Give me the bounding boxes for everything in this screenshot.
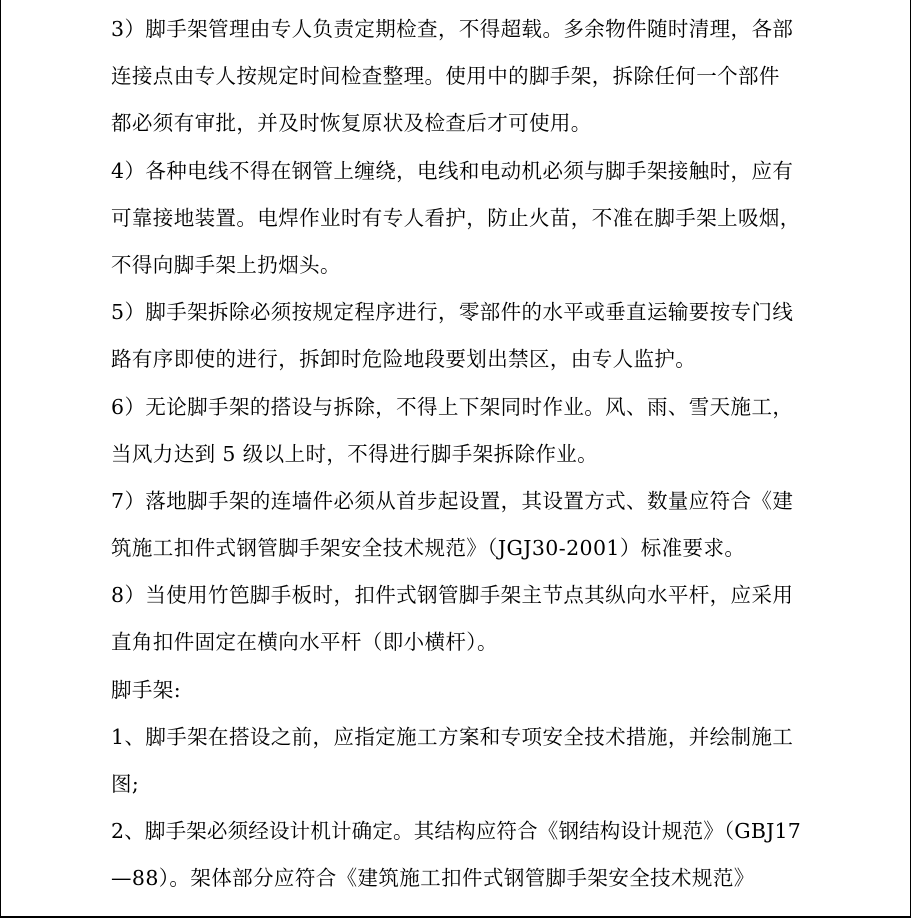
text-line: 1、脚手架在搭设之前，应指定施工方案和专项安全技术措施，并绘制施工	[111, 724, 794, 749]
text-line: 2、脚手架必须经设计机计确定。其结构应符合《钢结构设计规范》（GBJ17	[111, 819, 801, 844]
text-line: 连接点由专人按规定时间检查整理。使用中的脚手架，拆除任何一个部件	[111, 64, 780, 89]
section-heading: 脚手架:	[111, 677, 182, 702]
text-line: 都必须有审批，并及时恢复原状及检查后才可使用。	[111, 111, 592, 136]
text-line: 不得向脚手架上扔烟头。	[111, 252, 341, 277]
text-line: 筑施工扣件式钢管脚手架安全技术规范》（JGJ30-2001）标准要求。	[111, 536, 746, 561]
document-body	[111, 6, 801, 903]
text-line: 图;	[111, 772, 140, 796]
text-line: —88）。架体部分应符合《建筑施工扣件式钢管脚手架安全技术规范》	[111, 866, 755, 891]
text-line: 7）落地脚手架的连墙件必须从首步起设置，其设置方式、数量应符合《建	[111, 488, 794, 513]
text-line: 3）脚手架管理由专人负责定期检查，不得超载。多余物件随时清理，各部	[111, 17, 794, 41]
text-line: 直角扣件固定在横向水平杆（即小横杆）。	[111, 630, 498, 655]
text-line: 可靠接地装置。电焊作业时有专人看护，防止火苗，不准在脚手架上吸烟，	[111, 205, 801, 230]
text-line: 5）脚手架拆除必须按规定程序进行，零部件的水平或垂直运输要按专门线	[111, 300, 794, 325]
text-line: 4）各种电线不得在钢管上缠绕，电线和电动机必须与脚手架接触时，应有	[111, 158, 794, 183]
text-line: 当风力达到 5 级以上时，不得进行脚手架拆除作业。	[111, 441, 599, 466]
text-line: 8）当使用竹笆脚手板时，扣件式钢管脚手架主节点其纵向水平杆，应采用	[111, 583, 794, 608]
text-line: 路有序即使的进行，拆卸时危险地段要划出禁区，由专人监护。	[111, 347, 697, 372]
text-line: 6）无论脚手架的搭设与拆除，不得上下架同时作业。风、雨、雪天施工，	[111, 394, 794, 419]
